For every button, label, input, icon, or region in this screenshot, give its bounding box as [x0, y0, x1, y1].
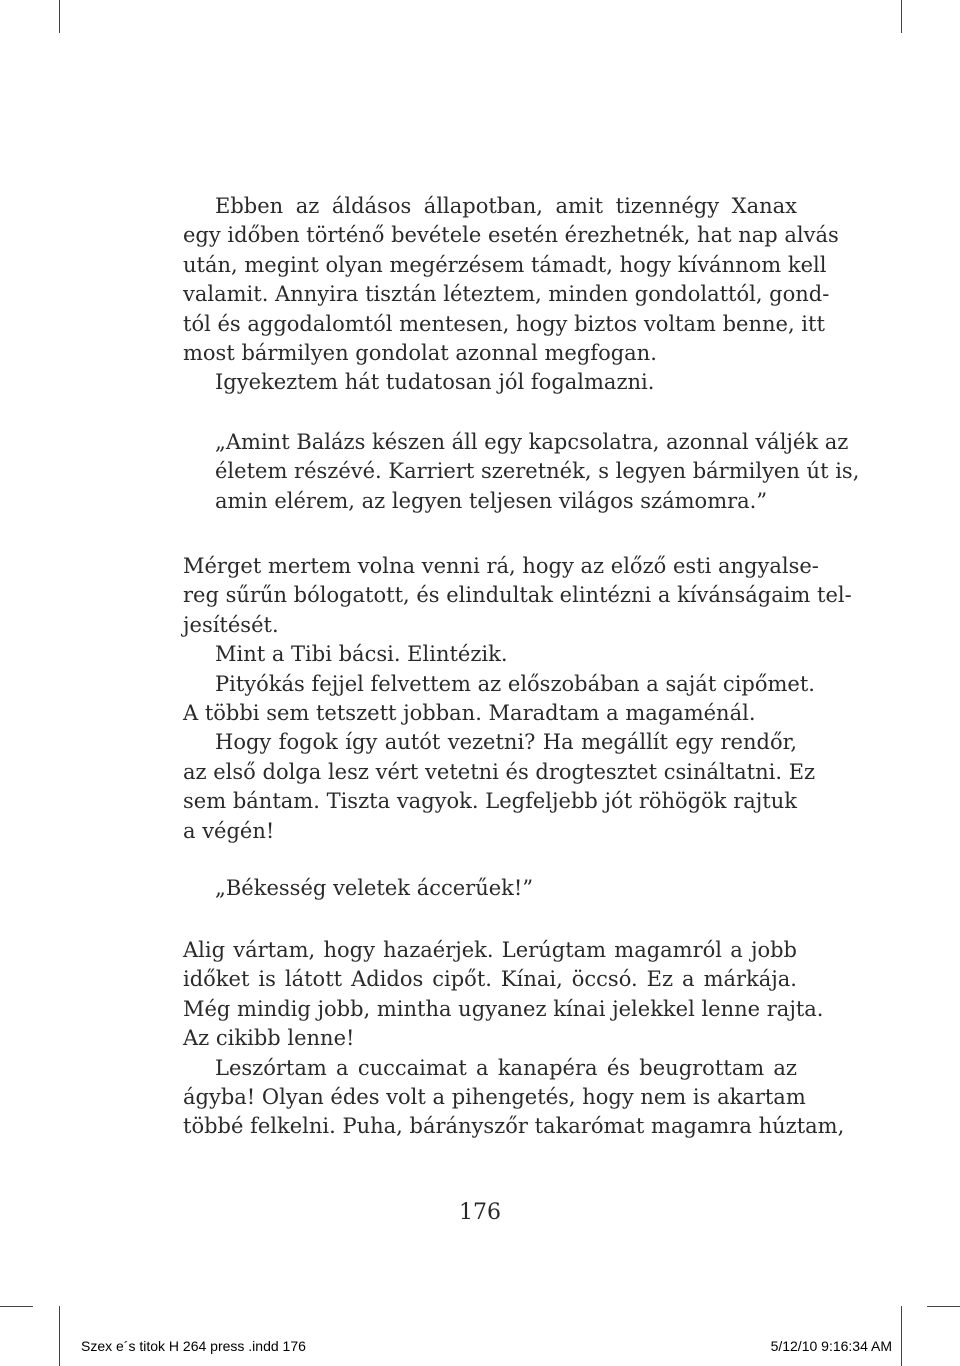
text-line: Leszórtam a cuccaimat a kanapéra és beugrottam az [215, 1055, 797, 1080]
text-line: Igyekeztem hát tudatosan jól fogalmazni. [215, 370, 655, 395]
text-line: most bármilyen gondolat azonnal megfogan. [183, 341, 657, 366]
paragraph-1 [183, 192, 839, 398]
text-line: A többi sem tetszett jobban. Maradtam a magaménál. [183, 701, 756, 726]
text-line: időket is látott Adidos cipőt. Kínai, öccsó. Ez a márkája. [183, 967, 797, 992]
text-line: a végén! [183, 818, 275, 843]
crop-mark-bottom-right-horizontal [927, 1306, 960, 1307]
text-line: amin elérem, az legyen teljesen világos számomra.” [215, 488, 768, 513]
text-line: ágyba! Olyan édes volt a pihengetés, hogy nem is akartam [183, 1085, 806, 1110]
crop-mark-top-left [59, 0, 60, 33]
text-line: „Amint Balázs készen áll egy kapcsolatra, azonnal váljék az [215, 430, 849, 454]
text-line: Még mindig jobb, mintha ugyanez kínai jelekkel lenne rajta. [183, 996, 824, 1021]
quote-1 [215, 428, 860, 516]
crop-mark-bottom-right [901, 1306, 902, 1366]
text-line: Ebben az áldásos állapotban, amit tizennégy Xanax [215, 194, 797, 218]
text-line: Alig vártam, hogy hazaérjek. Lerúgtam magamról a jobb [183, 938, 797, 962]
crop-mark-top-right [901, 0, 902, 33]
quote-2 [215, 874, 797, 903]
text-line: jesítését. [183, 612, 279, 637]
text-line: többé felkelni. Puha, bárányszőr takarómat magamra húztam, [183, 1114, 845, 1139]
text-line: valamit. Annyira tisztán léteztem, minden gondolattól, gond- [183, 282, 830, 307]
text-line: Mérget mertem volna venni rá, hogy az előző esti angyalse- [183, 554, 819, 578]
slug-filename: Szex e´s titok H 264 press .indd 176 [81, 1338, 306, 1354]
text-line: Mint a Tibi bácsi. Elintézik. [215, 642, 508, 667]
text-line: életem részévé. Karriert szeretnék, s legyen bármilyen út is, [215, 459, 860, 484]
text-line: után, megint olyan megérzésem támadt, hogy kívánnom kell [183, 252, 827, 277]
text-line: „Békesség veletek áccerűek!” [215, 876, 534, 900]
paragraph-3 [183, 936, 845, 1142]
crop-mark-bottom-left [59, 1306, 60, 1366]
crop-mark-bottom-left-horizontal [0, 1306, 33, 1307]
text-line: egy időben történő bevétele esetén érezhetnék, hat nap alvás [183, 223, 839, 248]
text-line: Pityókás fejjel felvettem az előszobában a saját cipőmet. [215, 671, 815, 696]
text-line: Az cikibb lenne! [183, 1026, 355, 1051]
text-line: Hogy fogok így autót vezetni? Ha megállít egy rendőr, [215, 730, 797, 755]
text-line: tól és aggodalomtól mentesen, hogy biztos voltam benne, itt [183, 311, 825, 336]
slug-timestamp: 5/12/10 9:16:34 AM [770, 1338, 892, 1354]
text-line: reg sűrűn bólogatott, és elindultak elintézni a kívánságaim tel- [183, 583, 852, 608]
paragraph-2 [183, 552, 852, 846]
text-line: az első dolga lesz vért vetetni és drogtesztet csináltatni. Ez [183, 759, 816, 784]
text-line: sem bántam. Tiszta vagyok. Legfeljebb jót röhögök rajtuk [183, 789, 797, 814]
page-number: 176 [459, 1200, 501, 1225]
